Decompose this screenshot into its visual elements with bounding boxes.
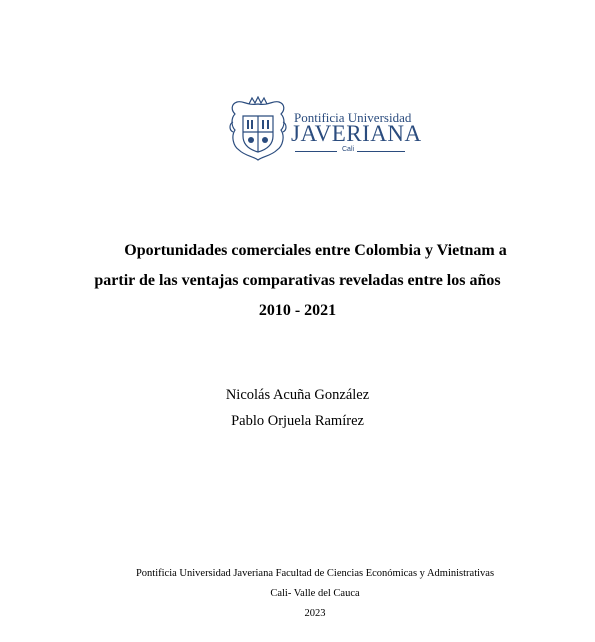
logo-city: Cali (342, 146, 355, 153)
authors (0, 382, 595, 434)
title-line-2: partir de las ventajas comparativas reveladas entre los años (94, 272, 501, 289)
footer-year: 2023 (304, 608, 326, 619)
university-shield-icon (225, 96, 291, 162)
author-name: Nicolás Acuña González (225, 387, 370, 403)
author-name: Pablo Orjuela Ramírez (231, 413, 364, 429)
document-title (0, 236, 595, 326)
footer-institution: Pontificia Universidad Javeriana Facultad de Ciencias Económicas y Administrativas (135, 568, 495, 579)
logo-rule-right (357, 151, 405, 152)
title-line-3: 2010 - 2021 (258, 302, 337, 319)
logo-top-line: Pontificia Universidad (294, 110, 412, 125)
university-logo (225, 96, 422, 162)
footer-location: Cali- Valle del Cauca (270, 588, 360, 599)
title-line-1: Oportunidades comerciales entre Colombia y Vietnam a (124, 242, 507, 259)
footer (0, 564, 595, 624)
logo-rule-left (295, 151, 337, 152)
logo-main-line: JAVERIANA (291, 121, 422, 146)
